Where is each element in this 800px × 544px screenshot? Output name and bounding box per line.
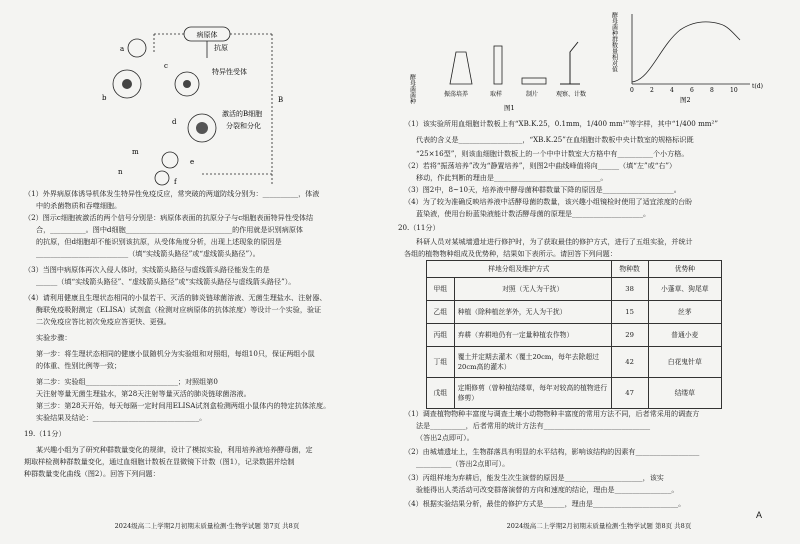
cell-dominant: 白花鬼针草 <box>648 347 721 378</box>
q-line-15: 第二步：实验组__________________________；对照组第0 <box>36 377 218 386</box>
cell-count: 47 <box>611 378 648 409</box>
survey-table <box>426 260 722 409</box>
q-line-6: __________________________（填“实线箭头路径”或“虚线箭头路径”）。 <box>36 249 260 258</box>
table-header-species-count: 物种数 <box>611 261 648 278</box>
r-after-1: （1）调查植物物种丰富度与调查土壤小动物物种丰富度的常用方法不同，后者常采用的调查方 <box>404 409 700 418</box>
q-line-1: （1）外界病原体诱导机体发生特异性免疫反应，常突破的两道防线分别为：__________，体液 <box>24 189 320 198</box>
fig1-caption: 图1 <box>504 104 515 112</box>
fig2-x-tick-label: 2 <box>650 87 654 94</box>
r-line-8: 蓝染液，使用台盼蓝染液能计数活酵母菌的原理是____________________。 <box>416 209 651 218</box>
diagram-label-f: f <box>174 178 177 186</box>
diagram-label-a: a <box>120 45 125 53</box>
r-line-10: 科研人员对某城墙遗址进行修护时，为了获取最佳的修护方式，进行了五组实验，并统计 <box>416 237 693 246</box>
cell-dominant: 普通小麦 <box>648 324 721 347</box>
r-after-3: （答出2点即可）。 <box>416 433 474 442</box>
diagram-label-n: n <box>118 168 123 176</box>
q-line-20: 某兴趣小组为了研究种群数量变化的规律，设计了模拟实验，利用培养液培养酵母菌，定 <box>36 445 313 454</box>
diagram-label-m: m <box>132 148 139 156</box>
fig1-label-shake: 振荡培养 <box>444 91 469 98</box>
diagram-label-c: c <box>164 62 168 70</box>
r-after-7: 验能得出人类活动可改变群落演替的方向和速度的结论，理由是________________。 <box>416 485 679 494</box>
diagram-antigen-label: 抗原 <box>214 44 228 52</box>
fig2-ylabel: 酵母菌种群数量相对值 <box>610 12 618 72</box>
fig1-label-sample: 取样 <box>490 91 503 98</box>
q-line-4: 合，__________。图中d细胞______________________________的作用就是识别病原体 <box>36 225 304 234</box>
cell-method: 覆土并定期去灌木（覆土20cm，每年去除超过20cm高的灌木） <box>454 347 611 378</box>
r-line-7: （4）为了较为准确反映培养液中活酵母菌的数量，该兴趣小组镜检时使用了适宜浓度的台盼 <box>404 197 693 206</box>
diagram-bcell-label-2: 分裂和分化 <box>226 122 261 130</box>
q-line-17: 第三步：第28天开始，每天每隔一定时间用ELISA试剂盒检测两组小鼠体内的特定抗体浓度。 <box>36 401 331 410</box>
fig1-label-strain: 酵母菌菌种 <box>408 74 416 104</box>
r-line-11: 各组的植物物种组成及优势种，结果如下表所示。请回答下列问题： <box>404 249 617 258</box>
cell-dominant: 丝茅 <box>648 301 721 324</box>
growth-curve <box>632 22 740 82</box>
table-header-dominant: 优势种 <box>648 261 721 278</box>
fig2-x-tick-label: 6 <box>690 87 694 94</box>
q20-heading: 20.（11分） <box>398 223 440 232</box>
fig2-caption: 图2 <box>680 96 691 104</box>
diagram-label-B: B <box>278 96 284 104</box>
cell-count: 38 <box>611 278 648 301</box>
q-line-7: （3）当图中病原体再次入侵人体时，实线箭头路径与虚线箭头路径能发生的是 <box>24 265 270 274</box>
diagram-receptor-label: 特异性受体 <box>212 68 247 76</box>
figure-2-growth-curve <box>610 6 770 106</box>
q-line-16: 天注射等量无菌生理盐水，第28天注射等量灭活的肺炎链球菌溶液。 <box>36 389 251 398</box>
r-after-5: __________（答出2点即可）。 <box>416 459 510 468</box>
left-page <box>12 0 402 544</box>
r-after-4: （2）由城墙遗址上，生物群落具有明显的水平结构，影响该结构的因素有__________________ <box>404 447 700 456</box>
fig2-x-tick-label: 10 <box>730 87 738 94</box>
fig2-xlabel: t(d) <box>752 83 763 90</box>
corner-mark: A <box>755 510 762 520</box>
immune-diagram <box>92 24 352 192</box>
q-line-8: ______（填“实线箭头路径”、“虚线箭头路径”或“实线箭头路径与虚线箭头路径”）。 <box>36 277 296 286</box>
r-after-6: （3）丙组样地为弃耕后，能发生次生演替的原因是______________________，该实 <box>404 473 664 482</box>
cell-group: 丙组 <box>427 324 455 347</box>
r-line-4: （2）若将“振荡培养”改为“静置培养”，则图2中曲线峰值将向______（填“左”或“右”） <box>404 161 677 170</box>
cell-dominant: 结缕草 <box>648 378 721 409</box>
cell-count: 29 <box>611 324 648 347</box>
diagram-label-d: d <box>172 118 177 126</box>
q-line-2: 中的杀菌物质和吞噬细胞。 <box>36 201 122 210</box>
r-line-1: （1）该实验所用血细胞计数板上有“XB.K.25，0.1mm，1/400 mm²”等字样，其中“1/400 mm²” <box>404 119 718 128</box>
r-line-5: 移动，作此判断的理由是______________________________。 <box>416 173 608 182</box>
q-line-11: 二次免疫应答比初次免疫应答更快、更强。 <box>36 317 171 326</box>
cell-dominant: 小蓬草、狗尾草 <box>648 278 721 301</box>
diagram-bcell-label-1: 激活的B细胞 <box>222 110 263 118</box>
q-line-10: 酶联免疫吸附测定（ELISA）试剂盒（检测对应病原体的抗体浓度）等设计一个实验，验证 <box>36 305 322 314</box>
fig2-x-tick-label: 0 <box>630 87 634 94</box>
cell-group: 甲组 <box>427 278 455 301</box>
q-line-13: 第一步：将生理状态相同的健康小鼠随机分为实验组和对照组，每组10只，保证两组小鼠 <box>36 349 315 358</box>
cell-method: 种植（除种植丝茅外，无人为干扰） <box>454 301 611 324</box>
q-line-5: 的抗原，但d细胞却不能识别该抗原，从受体角度分析，出现上述现象的原因是 <box>36 237 282 246</box>
figure-1 <box>410 22 610 112</box>
r-after-8: （4）根据实验结果分析，最佳的修护方式是______，理由是________________________。 <box>404 499 686 508</box>
fig1-label-observe: 观察、计数 <box>556 91 587 98</box>
r-after-2: 法是__________，后者常用的统计方法有______________________________ <box>416 421 651 430</box>
q-line-14: 的体重、性别比例等一致； <box>36 361 122 370</box>
table-row <box>427 347 722 378</box>
fig1-label-slide: 制片 <box>526 91 539 98</box>
q-line-18: 实验结果及结论：______________________________。 <box>36 413 207 422</box>
fig2-x-tick-label: 8 <box>710 87 714 94</box>
cell-method: 弃耕（弃耕地仍有一定量种植农作物） <box>454 324 611 347</box>
table-row <box>427 301 722 324</box>
cell-group: 丁组 <box>427 347 455 378</box>
r-line-3: “25×16型”，则该血细胞计数板上的一个中中计数室大方格中有__________个小方格。 <box>416 149 689 158</box>
q-line-21: 期取样检测种群数量变化，通过血细胞计数板在显微镜下计数（图1），记录数据并绘制 <box>24 457 295 466</box>
cell-method: 定期修剪（曾种植结缕草，每年对较高的植物进行修剪） <box>454 378 611 409</box>
diagram-label-b: b <box>102 94 107 102</box>
q-line-22: 种群数量变化曲线（图2）。回答下列问题： <box>24 469 160 478</box>
fig2-x-tick-label: 4 <box>670 87 674 94</box>
q-line-12: 实验步骤： <box>36 333 72 342</box>
right-footer: 2024级高二上学期2月初期末质量检测·生物学试题 第8页 共8页 <box>506 522 692 530</box>
cell-group: 戊组 <box>427 378 455 409</box>
cell-count: 15 <box>611 301 648 324</box>
q-line-3: （2）图示c细胞被激活的两个信号分别是：病原体表面的抗原分子与c细胞表面特异性受体结 <box>24 213 314 222</box>
table-header-row <box>427 261 722 278</box>
r-line-6: （3）图2中，8~10天，培养液中酵母菌种群数量下降的原因是____________________。 <box>404 185 681 194</box>
cell-count: 42 <box>611 347 648 378</box>
diagram-label-e: e <box>190 158 195 166</box>
cell-method: 对照（无人为干扰） <box>454 278 611 301</box>
right-page <box>398 0 794 544</box>
table-header-method: 样地分组及维护方式 <box>427 261 612 278</box>
table-row <box>427 278 722 301</box>
r-line-2: 代表的含义是__________________，“XB.K.25”在血细胞计数板中央计数室的规格标识既 <box>416 135 694 144</box>
table-row <box>427 378 722 409</box>
table-row <box>427 324 722 347</box>
cell-group: 乙组 <box>427 301 455 324</box>
diagram-pathogen-label: 病原体 <box>196 31 218 39</box>
q19-heading: 19.（11分） <box>24 429 66 438</box>
q-line-9: （4）请利用健康且生理状态相同的小鼠若干、灭活的肺炎链球菌溶液、无菌生理盐水、注射器、 <box>24 293 327 302</box>
left-footer: 2024级高二上学期2月初期末质量检测·生物学试题 第7页 共8页 <box>114 522 300 530</box>
